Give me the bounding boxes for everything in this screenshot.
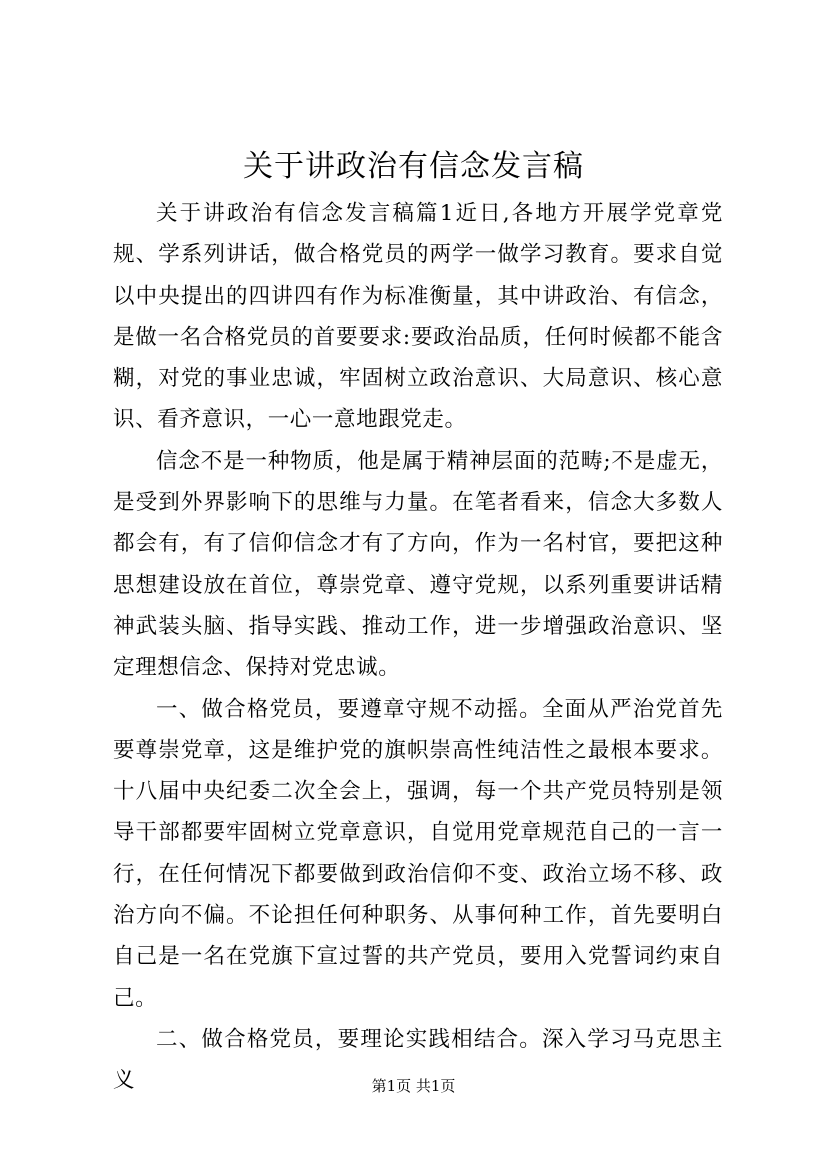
paragraph-3: 一、做合格党员，要遵章守规不动摇。全面从严治党首先要尊崇党章，这是维护党的旗帜崇高性纯洁性之最根本要求。十八届中央纪委二次全会上，强调，每一个共产党员特别是领导干部都要牢固树立党章意识，自觉用党章规范自己的一言一行，在任何情况下都要做到政治信仰不变、政治立场不移、政治方向不偏。不论担任何种职务、从事何种工作，首先要明白自己是一名在党旗下宣过誓的共产党员，要用入党誓词约束自己。 (113, 696, 723, 1011)
document-title: 关于讲政治有信念发言稿 (243, 149, 584, 184)
paragraph-4: 二、做合格党员，要理论实践相结合。深入学习马克思主义 (113, 1026, 723, 1094)
paragraph-1: 关于讲政治有信念发言稿篇1近日,各地方开展学党章党规、学系列讲话，做合格党员的两学一做学习教育。要求自觉以中央提出的四讲四有作为标准衡量，其中讲政治、有信念，是做一名合格党员的首要要求:要政治品质，任何时候都不能含糊，对党的事业忠诚，牢固树立政治意识、大局意识、核心意识、看齐意识，一心一意地跟党走。 (113, 201, 723, 433)
paragraph-2: 信念不是一种物质，他是属于精神层面的范畴;不是虚无，是受到外界影响下的思维与力量。在笔者看来，信念大多数人都会有，有了信仰信念才有了方向，作为一名村官，要把这种思想建设放在首位，尊崇党章、遵守党规，以系列重要讲话精神武装头脑、指导实践、推动工作，进一步增强政治意识、坚定理想信念、保持对党忠诚。 (113, 448, 723, 681)
document-body (113, 193, 723, 1102)
page-footer: 第1页 共1页 (371, 1077, 456, 1095)
